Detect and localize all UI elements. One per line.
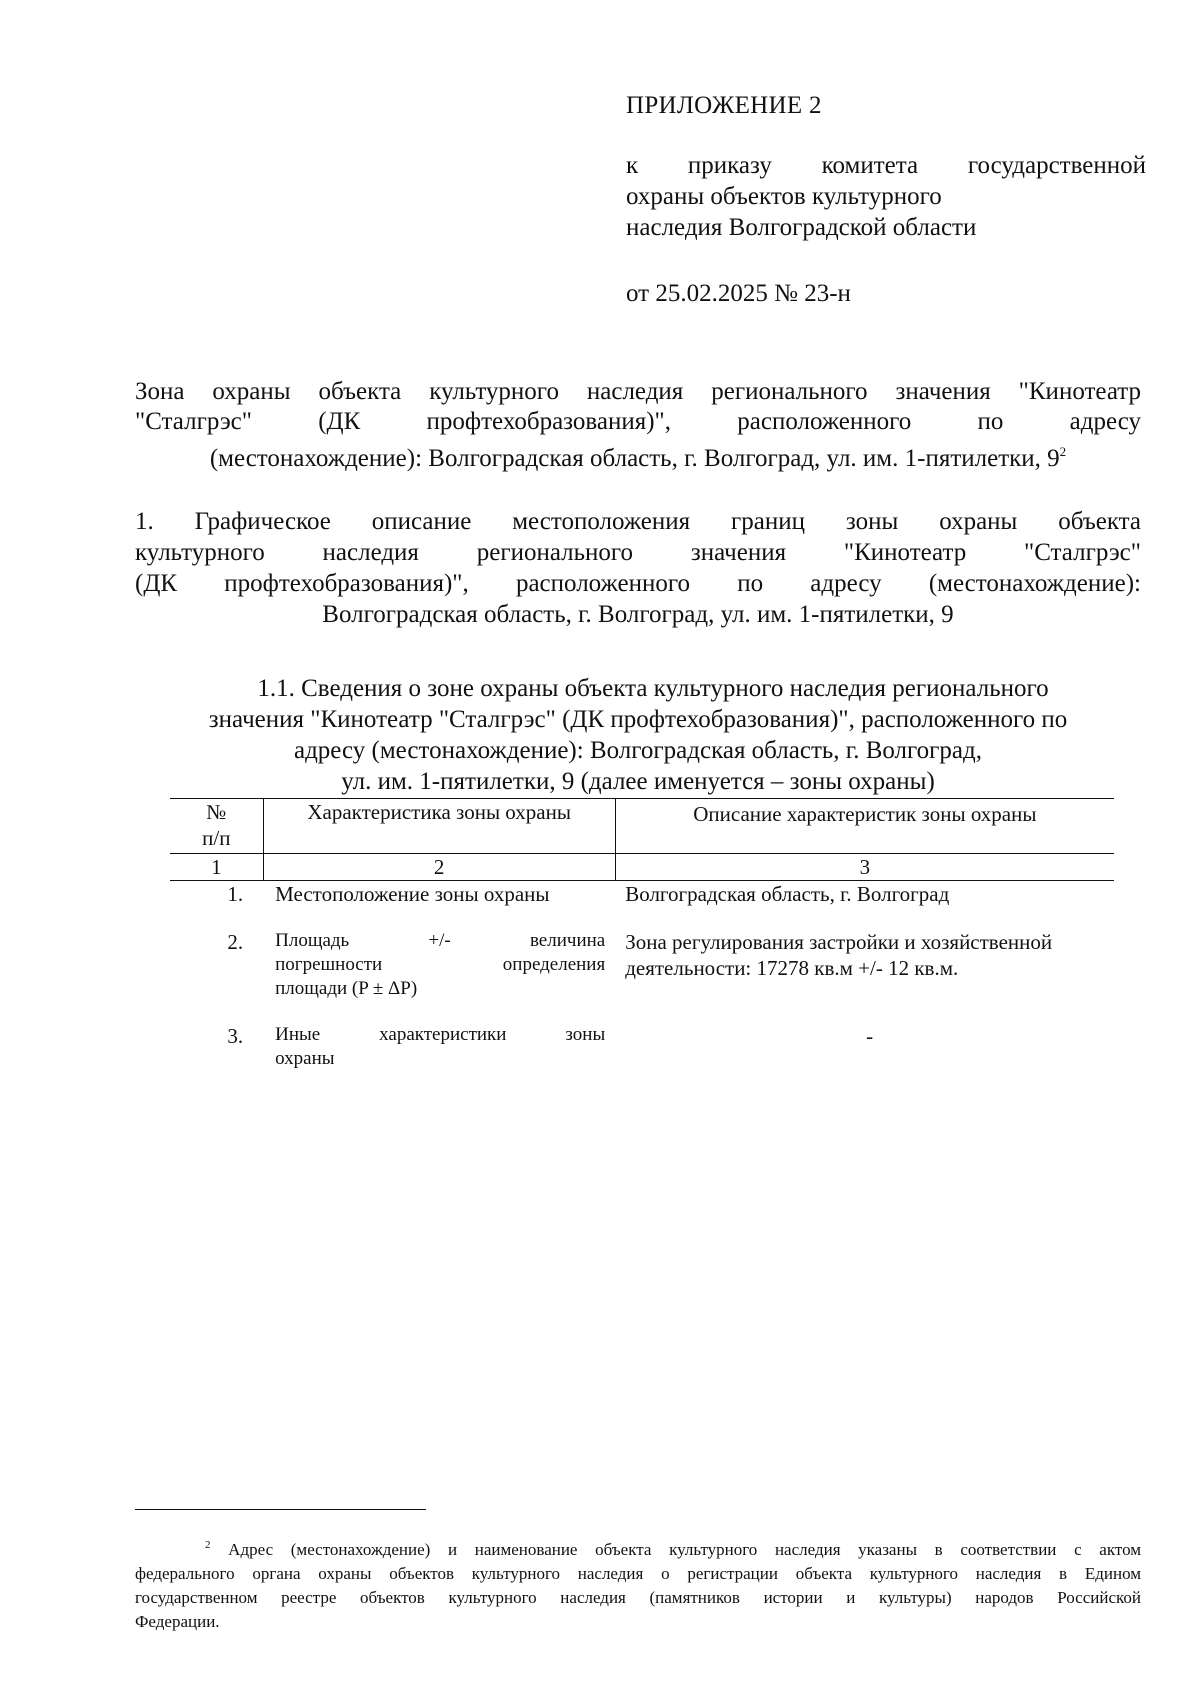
row-description: - <box>866 1024 874 1048</box>
table-row <box>170 881 1114 908</box>
column-number: 2 <box>263 854 615 881</box>
header-num-symbol: № <box>206 800 227 824</box>
footnote-line: федерального органа охраны объектов культурного наследия о регистрации объекта культурного наследия в Едином <box>135 1564 1141 1583</box>
section-1-1-line: ул. им. 1-пятилетки, 9 (далее именуется – зоны охраны) <box>341 768 935 795</box>
zone-title-line: Зона охраны объекта культурного наследия регионального значения "Кинотеатр <box>135 378 1141 405</box>
footnote-line <box>135 1533 1141 1562</box>
row-characteristic-line: Иные характеристики зоны <box>275 1024 606 1045</box>
row-description: Зона регулирования застройки и хозяйственной деятельности: 17278 кв.м +/- 12 кв.м. <box>625 930 1053 980</box>
header-description: Описание характеристик зоны охраны <box>615 799 1114 854</box>
order-reference <box>626 150 1146 243</box>
section-1-line: (ДК профтехобразования)", расположенного по адресу (местонахождение): <box>135 570 1141 597</box>
footnote-reference: 2 <box>1059 444 1067 459</box>
row-characteristic: Местоположение зоны охраны <box>275 882 550 906</box>
section-1-1-heading <box>135 673 1141 797</box>
row-characteristic <box>263 1023 615 1071</box>
section-1-1-line: 1.1. Сведения о зоне охраны объекта культурного наследия регионального <box>257 675 1049 702</box>
section-1-line: Волгоградская область, г. Волгоград, ул. им. 1-пятилетки, 9 <box>322 601 954 628</box>
order-ref-line: охраны объектов культурного <box>626 183 942 210</box>
header-characteristic: Характеристика зоны охраны <box>263 799 615 854</box>
section-1-1-line: адресу (местонахождение): Волгоградская область, г. Волгоград, <box>293 737 982 764</box>
footnote-line: Федерации. <box>135 1612 220 1631</box>
column-number: 3 <box>615 854 1114 881</box>
zone-title-address: (местонахождение): Волгоградская область, г. Волгоград, ул. им. 1-пятилетки, 9 <box>209 445 1060 472</box>
header-num-abbr: п/п <box>202 826 231 850</box>
row-characteristic-line: Площадь +/- величина <box>275 930 606 951</box>
table-header-row <box>170 799 1114 854</box>
row-number: 1. <box>227 882 244 906</box>
zone-title <box>135 377 1141 474</box>
appendix-title: ПРИЛОЖЕНИЕ 2 <box>626 92 822 119</box>
zone-characteristics-table <box>170 798 1114 1071</box>
section-1-line: культурного наследия регионального значения "Кинотеатр "Сталгрэс" <box>135 539 1141 566</box>
table-row <box>170 929 1114 1001</box>
header-num <box>170 799 263 854</box>
row-characteristic-line: охраны <box>275 1048 335 1069</box>
column-number-row <box>170 854 1114 881</box>
row-characteristic <box>263 929 615 1001</box>
order-ref-line: к приказу комитета государственной <box>626 152 1146 179</box>
footnote-line: государственном реестре объектов культурного наследия (памятников истории и культуры) народов Российской <box>135 1588 1141 1607</box>
row-characteristic-line: площади (P ± ΔP) <box>275 978 418 999</box>
footnote-text: Адрес (местонахождение) и наименование объекта культурного наследия указаны в соответствии с актом <box>228 1540 1141 1559</box>
section-1-heading <box>135 506 1141 630</box>
row-characteristic-line: погрешности определения <box>275 954 606 975</box>
table-row <box>170 1023 1114 1071</box>
row-number: 2. <box>227 930 244 954</box>
row-description: Волгоградская область, г. Волгоград <box>625 882 950 906</box>
footnote <box>135 1533 1141 1634</box>
footnote-mark: 2 <box>205 1539 211 1551</box>
section-1-1-line: значения "Кинотеатр "Сталгрэс" (ДК профтехобразования)", расположенного по <box>208 706 1068 733</box>
zone-title-line-last <box>135 437 1141 474</box>
section-1-line: 1. Графическое описание местоположения границ зоны охраны объекта <box>135 508 1141 535</box>
order-date: от 25.02.2025 № 23-н <box>626 280 851 307</box>
row-number: 3. <box>227 1024 244 1048</box>
zone-title-line: "Сталгрэс" (ДК профтехобразования)", расположенного по адресу <box>135 408 1141 435</box>
order-ref-line: наследия Волгоградской области <box>626 214 977 241</box>
footnote-separator <box>135 1509 426 1510</box>
column-number: 1 <box>170 854 263 881</box>
